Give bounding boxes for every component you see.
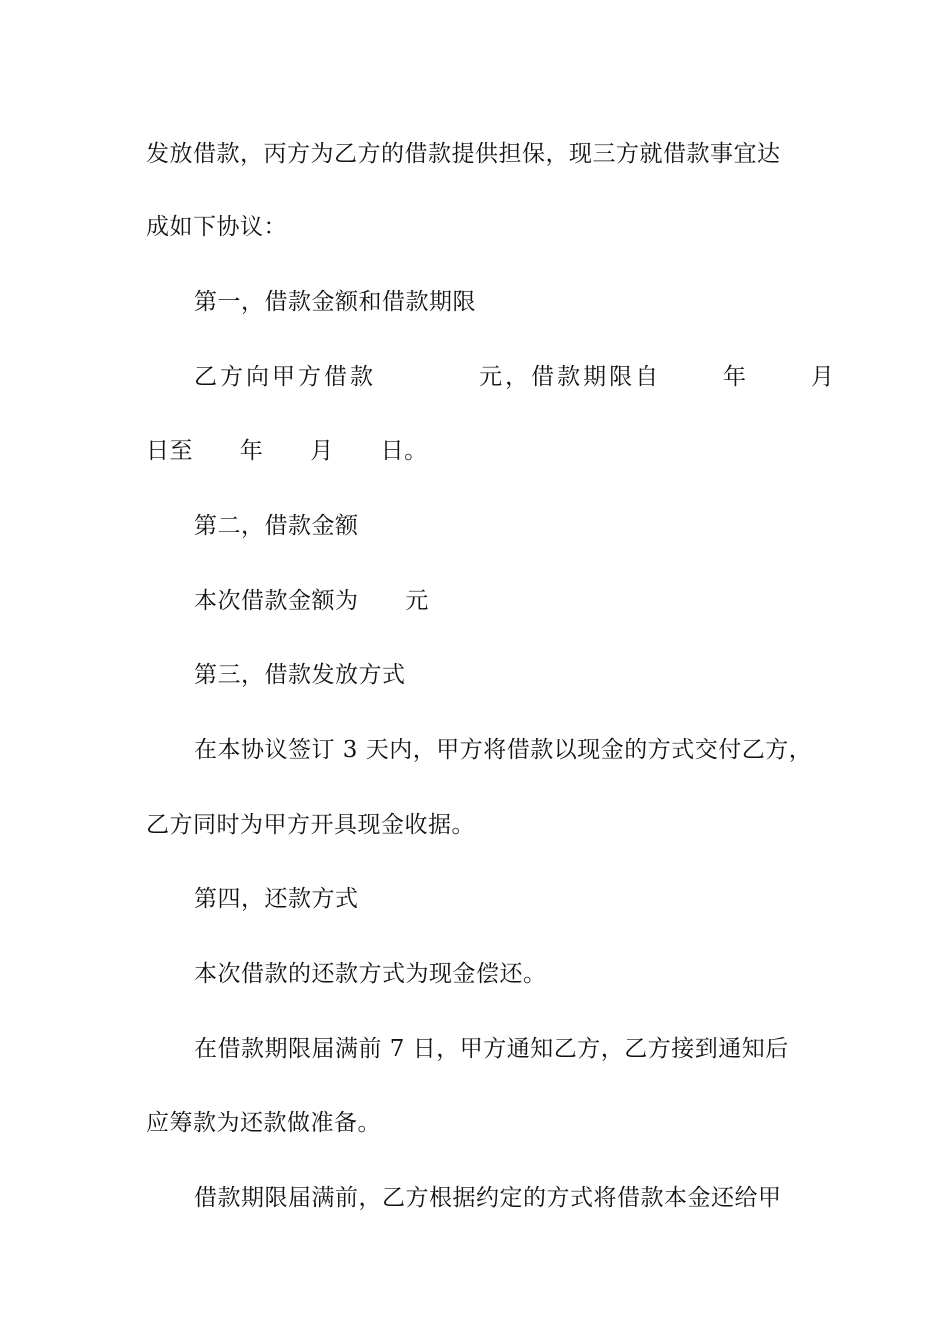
paragraph-line: 日至 年 月 日。 bbox=[146, 438, 428, 464]
paragraph-line: 乙方向甲方借款 元，借款期限自 年 月 bbox=[194, 364, 837, 390]
paragraph-line: 在本协议签订 3 天内，甲方将借款以现金的方式交付乙方， bbox=[194, 737, 813, 763]
section-heading-4: 第四，还款方式 bbox=[194, 886, 359, 912]
section-heading-2: 第二，借款金额 bbox=[194, 513, 359, 539]
paragraph-line: 本次借款的还款方式为现金偿还。 bbox=[194, 961, 547, 987]
paragraph-line: 在借款期限届满前 7 日，甲方通知乙方，乙方接到通知后 bbox=[194, 1036, 789, 1062]
section-heading-1: 第一，借款金额和借款期限 bbox=[194, 289, 476, 315]
section-heading-3: 第三，借款发放方式 bbox=[194, 662, 406, 688]
paragraph-line: 借款期限届满前，乙方根据约定的方式将借款本金还给甲 bbox=[194, 1185, 782, 1211]
paragraph-line: 发放借款，丙方为乙方的借款提供担保，现三方就借款事宜达 bbox=[146, 141, 781, 167]
paragraph-line: 本次借款金额为 元 bbox=[194, 588, 429, 614]
paragraph-line: 乙方同时为甲方开具现金收据。 bbox=[146, 812, 475, 838]
paragraph-line: 应筹款为还款做准备。 bbox=[146, 1110, 381, 1136]
paragraph-line: 成如下协议： bbox=[146, 214, 287, 240]
